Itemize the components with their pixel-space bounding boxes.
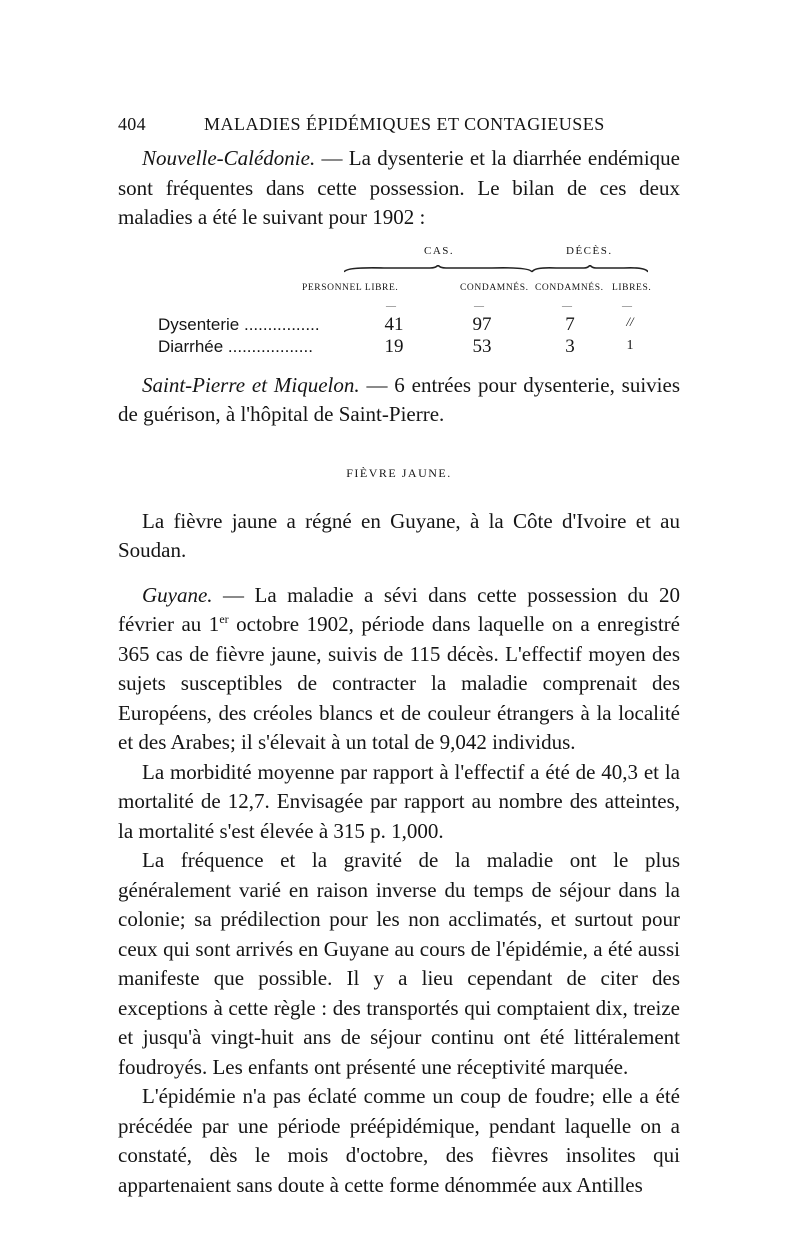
column-dash: —	[562, 300, 572, 312]
paragraph-epidemie: L'épidémie n'a pas éclaté comme un coup de foudre; elle a été précédée par une période préépidémique, pendant laquelle on a constaté, dès le mois d'octobre, des fièvres insolites qui appartenaient sans doute à cette forme dénommée aux Antilles	[118, 1084, 680, 1197]
running-header	[118, 114, 680, 144]
paragraph-guyane	[118, 581, 680, 758]
paragraph-fievre-jaune: La fièvre jaune a régné en Guyane, à la Côte d'Ivoire et au Soudan.	[118, 508, 680, 562]
row-label-diarrhee: Diarrhée ..................	[158, 336, 313, 356]
column-header-libres: LIBRES.	[612, 282, 652, 293]
column-header-condamnes-deces: CONDAMNÉS.	[535, 282, 604, 293]
table-cell: 19	[384, 335, 404, 357]
table-cell: 97	[472, 313, 492, 335]
place-name-guyane: Guyane.	[142, 582, 213, 607]
column-header-condamnes-cas: CONDAMNÉS.	[460, 282, 529, 293]
paragraph-frequence: La fréquence et la gravité de la maladie ont le plus généralement varié en raison inverse du temps de séjour dans la colonie; sa prédilection pour les non acclimatés, et surtout pour ceux qui sont arrivés en Guyane au cours de l'épidémie, a été aussi manifeste que possible. Il y a lieu cependant de citer des exceptions à cette règle : des transportés qui comptaient dix, treize et jusqu'à vingt-huit ans de séjour continu ont été littéralement foudroyés. Les enfants ont présenté une réceptivité marquée.	[118, 848, 680, 1079]
page-number: 404	[118, 114, 146, 134]
place-name-saint-pierre: Saint-Pierre et Miquelon.	[142, 372, 360, 397]
section-heading: FIÈVRE JAUNE.	[346, 465, 452, 480]
superscript: er	[219, 612, 229, 626]
paragraph-text: — La maladie a sévi dans cette possession du 20 février au 1	[118, 582, 680, 636]
column-dash: —	[474, 300, 484, 312]
paragraph-nouvelle-caledonie	[118, 144, 680, 233]
brace-cas	[344, 265, 532, 273]
paragraph-text: — 6 entrées pour dysenterie, suivies de guérison, à l'hôpital de Saint-Pierre.	[118, 372, 680, 426]
table-cell: 53	[472, 335, 492, 357]
column-dash: —	[622, 300, 632, 312]
paragraph-text: — La dysenterie et la diarrhée endémique sont fréquentes dans cette possession. Le bilan de ces deux maladies a été le suivant pour 1902 :	[118, 146, 680, 229]
running-title: MALADIES ÉPIDÉMIQUES ET CONTAGIEUSES	[204, 114, 605, 134]
paragraph-morbidite: La morbidité moyenne par rapport à l'effectif a été de 40,3 et la mortalité de 12,7. Envisagée par rapport au nombre des atteintes, la mortalité s'est élevée à 315 p. 1,000.	[118, 759, 680, 843]
paragraph-text: octobre 1902, période dans laquelle on a enregistré 365 cas de fièvre jaune, suivis de 115 décès. L'effectif moyen des sujets susceptibles de contracter la maladie comprenait des Européens, des créoles blancs et de couleur étrangers à la localité et des Arabes; il s'élevait à un total de 9,042 individus.	[118, 612, 680, 754]
table-cell: //	[626, 313, 634, 329]
column-dash: —	[386, 300, 396, 312]
table-cell: 1	[626, 337, 634, 353]
table-cell: 41	[384, 313, 404, 335]
row-label-dysenterie: Dysenterie ................	[158, 314, 320, 334]
column-header-personnel-libre: PERSONNEL LIBRE.	[302, 282, 399, 293]
table-cell: 7	[565, 313, 575, 335]
place-name-nouvelle-caledonie: Nouvelle-Calédonie.	[142, 146, 316, 170]
brace-deces	[532, 265, 648, 273]
book-page	[118, 114, 680, 1200]
statistics-table	[118, 239, 680, 361]
paragraph-saint-pierre	[118, 371, 680, 430]
group-header-cas: CAS.	[424, 244, 455, 257]
group-header-deces: DÉCÈS.	[566, 244, 613, 257]
table-cell: 3	[565, 335, 575, 357]
